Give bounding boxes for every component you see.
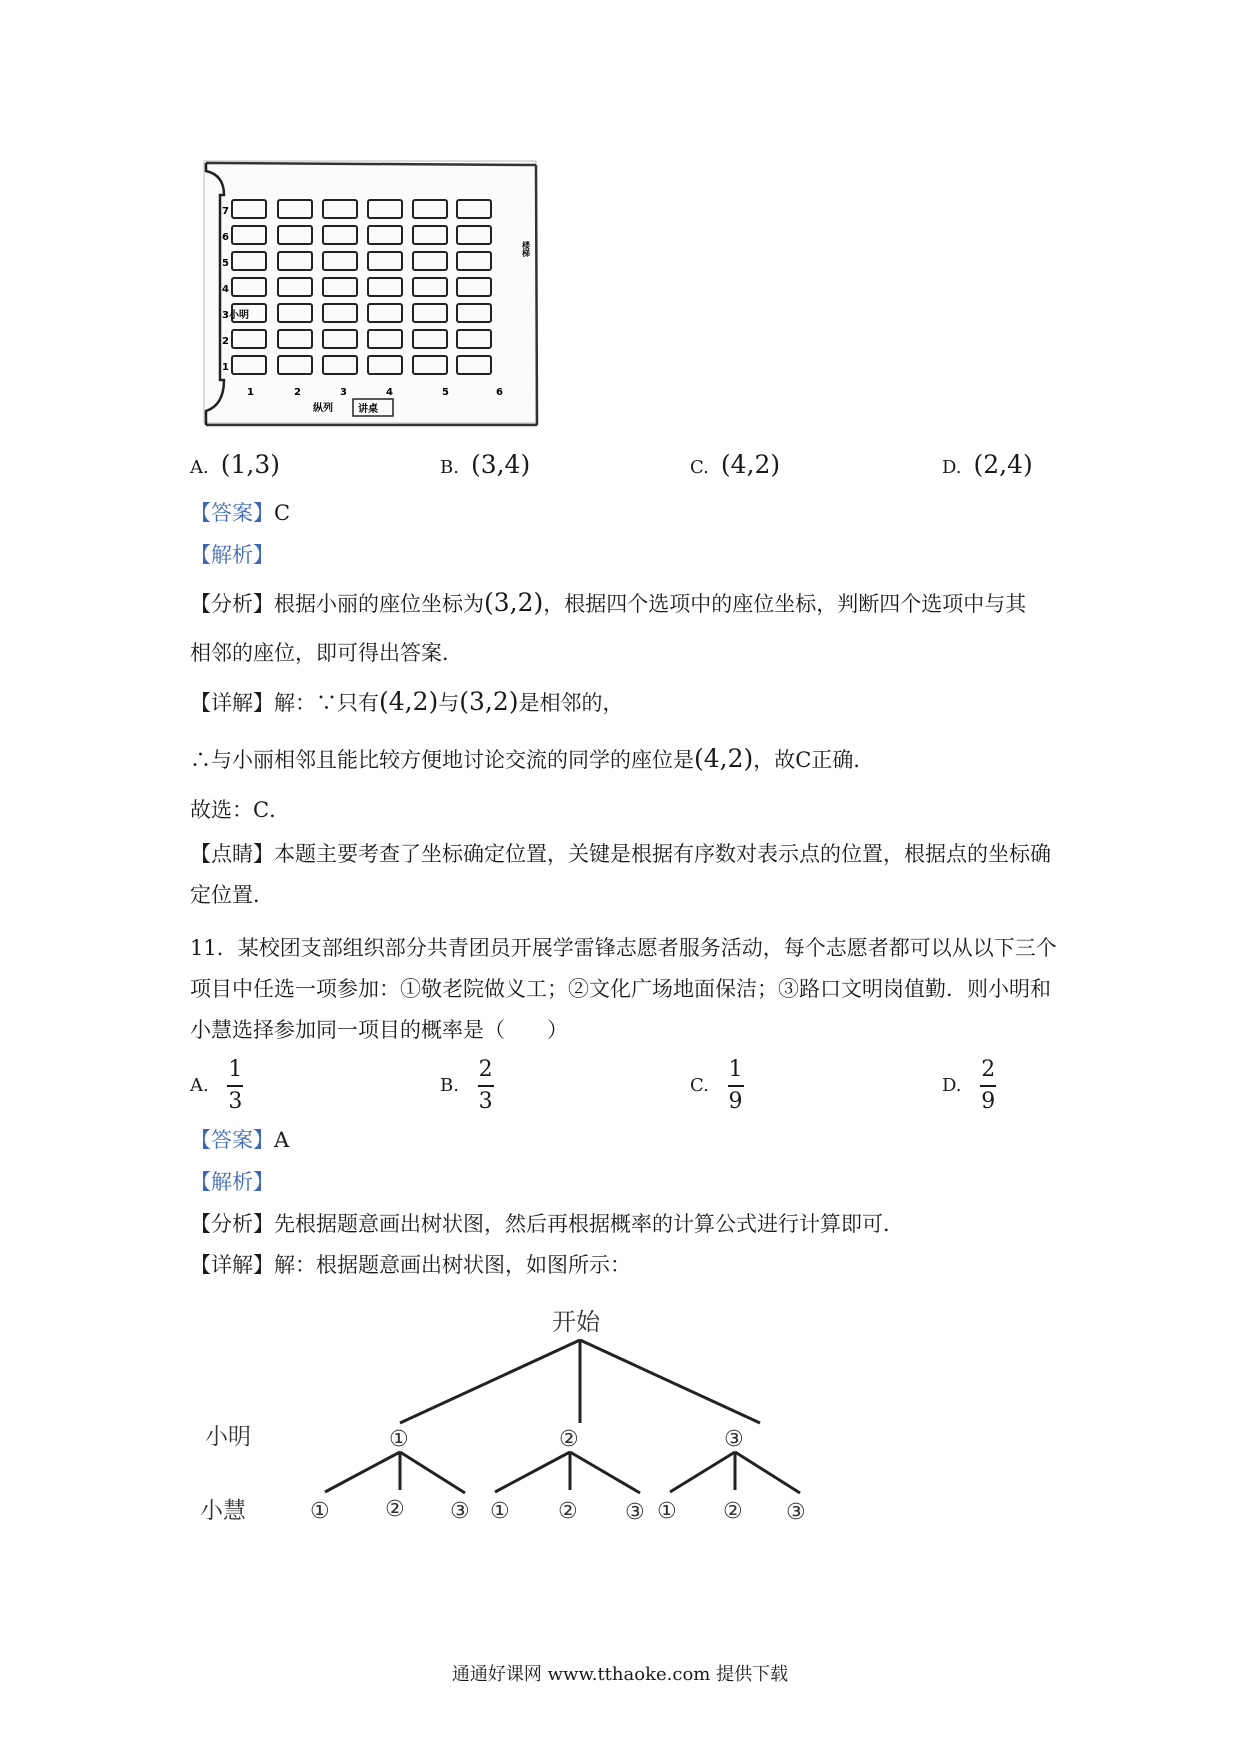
fraction-numerator: 2 (981, 1057, 996, 1082)
option-fraction (478, 1058, 494, 1114)
xiangjie-text: 是相邻的， (518, 691, 624, 715)
q11-stem: 11．某校团支部组织部分共青团员开展学雷锋志愿者服务活动，每个志愿者都可以从以下三个项目中任选一项参加：①敬老院做义工；②文化广场地面保洁；③路口文明岗值勤．则小明和小慧选择参加同一项目的概率是（ ） (190, 936, 1057, 1042)
fraction-denominator: 3 (478, 1088, 493, 1114)
tree-level2-node: ① (490, 1499, 510, 1524)
col-number: 5 (442, 387, 449, 398)
fenxi-text: 相邻的座位，即可得出答案． (190, 641, 463, 665)
tree-level1-node: ① (389, 1427, 409, 1452)
tree-level2-node: ③ (625, 1500, 645, 1525)
q11-option-a (190, 1058, 243, 1114)
fraction-numerator: 2 (478, 1057, 493, 1082)
fenxi-tag: 【分析】 (190, 1212, 274, 1236)
tree-level1-node: ② (559, 1427, 579, 1452)
option-letter: D. (942, 1075, 962, 1097)
fraction-numerator: 1 (228, 1057, 243, 1082)
q10-option-c (690, 450, 780, 483)
option-letter: C. (690, 457, 709, 478)
tree-row1-label: 小明 (205, 1424, 251, 1450)
q10-xiangjie (190, 687, 624, 718)
stairs-label: 楼梯 (521, 241, 531, 257)
q11-xiangjie (190, 1250, 631, 1280)
row-number: 1 (222, 362, 229, 373)
tree-root: 开始 (552, 1308, 600, 1336)
option-fraction (227, 1058, 243, 1114)
xiangjie-text: 解：∵只有 (274, 691, 379, 715)
option-value: (4,2) (720, 450, 781, 479)
dianjing-tag: 【点睛】 (190, 842, 274, 866)
column-caption: 纵列 (313, 403, 333, 414)
tree-level1-node: ③ (724, 1427, 744, 1452)
therefore-text: ，故C正确． (753, 748, 875, 772)
q11-option-d (942, 1058, 996, 1114)
fenxi-coord: (3,2) (484, 588, 544, 617)
q11-option-b (440, 1058, 494, 1114)
q10-fenxi-line2 (190, 638, 463, 668)
therefore-coord: (4,2) (694, 744, 754, 773)
fraction-numerator: 1 (728, 1057, 743, 1082)
col-number: 2 (294, 387, 301, 398)
option-letter: B. (440, 1075, 459, 1097)
tree-level2-node: ② (385, 1497, 405, 1522)
option-letter: D. (942, 457, 962, 478)
row-number: 6 (222, 232, 229, 243)
q11-fenxi (190, 1209, 904, 1239)
answer-value: C (274, 501, 291, 525)
tree-level2-node: ③ (450, 1499, 470, 1524)
fraction-denominator: 9 (728, 1088, 743, 1114)
q10-fenxi-line1 (190, 588, 1026, 619)
fenxi-text: 先根据题意画出树状图，然后再根据概率的计算公式进行计算即可． (274, 1212, 904, 1236)
q11-answer (190, 1125, 289, 1155)
option-fraction (980, 1058, 996, 1114)
q10-therefore (190, 744, 874, 775)
seat-label-xiaoming: 小明 (229, 310, 249, 321)
row-number: 4 (222, 284, 229, 295)
option-letter: A. (190, 1075, 209, 1097)
answer-tag: 【答案】 (190, 501, 274, 525)
row-number: 2 (222, 336, 229, 347)
option-letter: C. (690, 1075, 709, 1097)
q10-answer (190, 498, 290, 528)
therefore-text: ∴与小丽相邻且能比较方便地讨论交流的同学的座位是 (190, 748, 694, 772)
col-number: 1 (247, 387, 254, 398)
q11-analysis-heading (190, 1167, 274, 1197)
row-number: 3 (222, 310, 229, 321)
tree-row2-label: 小慧 (200, 1498, 246, 1524)
xiangjie-coord: (4,2) (379, 687, 439, 716)
analysis-tag: 【解析】 (190, 543, 274, 567)
xiangjie-coord: (3,2) (459, 687, 519, 716)
q10-choose (190, 795, 290, 825)
xiangjie-text: 解：根据题意画出树状图，如图所示： (274, 1253, 631, 1277)
fenxi-text: ，根据四个选项中的座位坐标，判断四个选项中与其 (543, 592, 1027, 616)
q10-dianjing (190, 834, 1060, 916)
q10-option-a (190, 450, 280, 483)
tree-level2-node: ① (310, 1499, 330, 1524)
choose-text: 故选：C． (190, 798, 291, 822)
q10-analysis-heading (190, 540, 274, 570)
col-number: 4 (386, 387, 393, 398)
fraction-denominator: 9 (981, 1088, 996, 1114)
fenxi-text: 根据小丽的座位坐标为 (274, 592, 484, 616)
fraction-denominator: 3 (228, 1088, 243, 1114)
xiangjie-tag: 【详解】 (190, 1253, 274, 1277)
tree-level2-node: ② (723, 1499, 743, 1524)
dianjing-text: 本题主要考查了坐标确定位置，关键是根据有序数对表示点的位置，根据点的坐标确定位置． (190, 842, 1051, 907)
analysis-tag: 【解析】 (190, 1170, 274, 1194)
option-value: (1,3) (220, 450, 280, 479)
col-number: 6 (496, 387, 503, 398)
tree-level2-node: ③ (786, 1500, 806, 1525)
col-number: 3 (340, 387, 347, 398)
seating-chart-figure (198, 155, 542, 430)
q11-option-c (690, 1058, 744, 1114)
tree-diagram (180, 1300, 880, 1550)
answer-tag: 【答案】 (190, 1128, 274, 1152)
page-footer: 通通好课网 www.tthaoke.com 提供下载 (451, 1664, 789, 1685)
podium-label: 讲桌 (358, 404, 378, 415)
q10-option-d (942, 450, 1033, 483)
tree-level2-node: ② (558, 1499, 578, 1524)
option-letter: A. (190, 457, 209, 478)
answer-value: A (274, 1128, 290, 1152)
tree-level2-node: ① (657, 1499, 677, 1524)
fenxi-tag: 【分析】 (190, 592, 274, 616)
option-value: (3,4) (470, 450, 531, 479)
xiangjie-text: 与 (438, 691, 460, 715)
option-letter: B. (440, 457, 459, 478)
row-number: 7 (222, 206, 229, 217)
q10-option-b (440, 450, 530, 483)
xiangjie-tag: 【详解】 (190, 691, 274, 715)
option-fraction (728, 1058, 744, 1114)
row-number: 5 (222, 258, 229, 269)
option-value: (2,4) (973, 450, 1033, 479)
